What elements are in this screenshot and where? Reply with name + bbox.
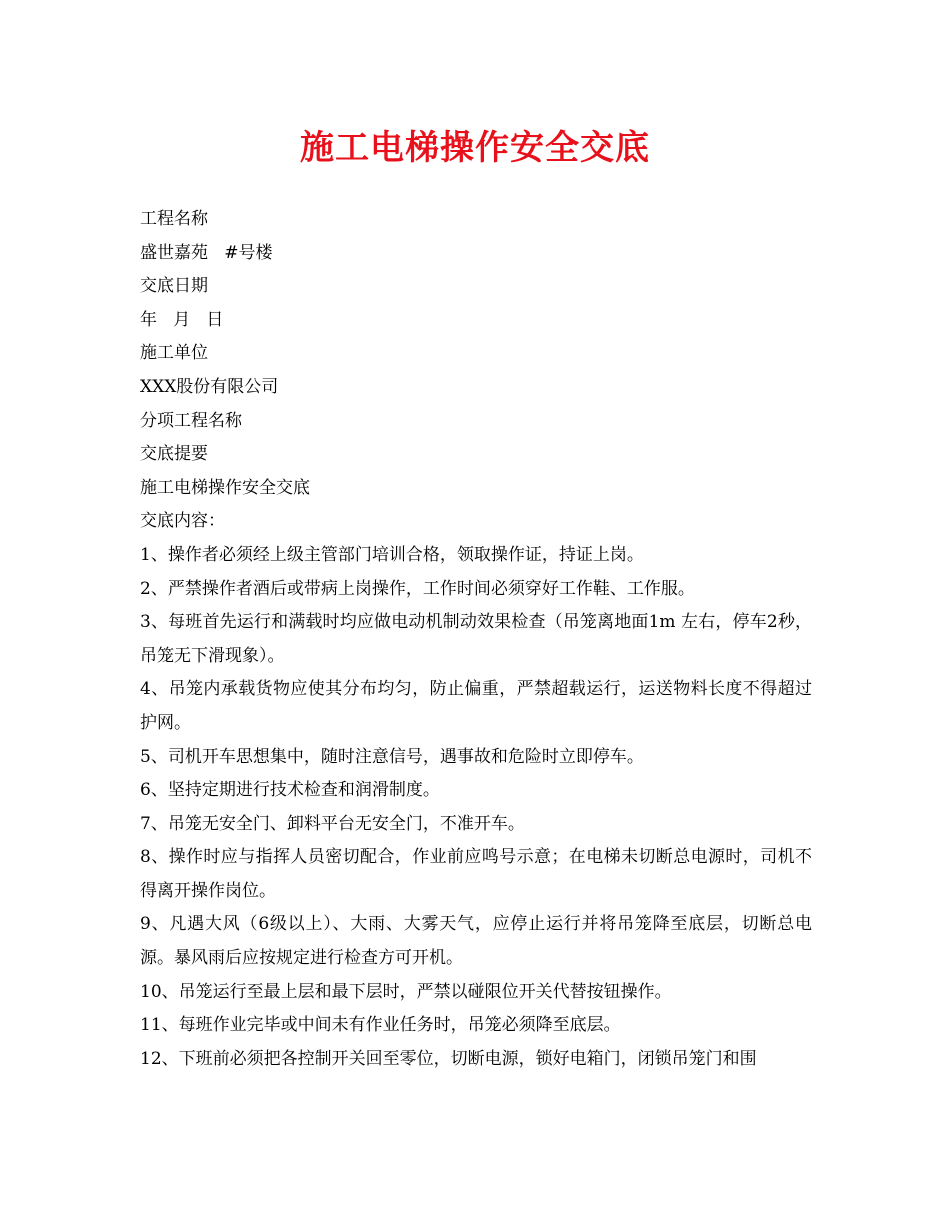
list-item: 12、下班前必须把各控制开关回至零位，切断电源，锁好电箱门，闭锁吊笼门和围 [140, 1048, 757, 1069]
list-item: 5、司机开车思想集中，随时注意信号，遇事故和危险时立即停车。 [140, 746, 644, 767]
field-company-value: XXX股份有限公司 [140, 376, 279, 397]
list-item: 11、每班作业完毕或中间未有作业任务时，吊笼必须降至底层。 [140, 1015, 621, 1036]
field-summary-value: 施工电梯操作安全交底 [140, 477, 310, 498]
list-item: 4、吊笼内承载货物应使其分布均匀，防止偏重，严禁超载运行，运送物料长度不得超过护网。 [140, 679, 812, 733]
list-item: 1、操作者必须经上级主管部门培训合格，领取操作证，持证上岗。 [140, 544, 644, 565]
list-item: 7、吊笼无安全门、卸料平台无安全门，不准开车。 [140, 813, 525, 834]
document-title: 施工电梯操作安全交底 [300, 128, 650, 168]
field-date-value: 年 月 日 [140, 309, 224, 330]
document-body [140, 203, 812, 1076]
list-item: 6、坚持定期进行技术检查和润滑制度。 [140, 780, 440, 801]
field-content-label: 交底内容： [140, 511, 225, 532]
field-date-label: 交底日期 [140, 276, 208, 297]
list-item: 9、凡遇大风（6级以上）、大雨、大雾天气，应停止运行并将吊笼降至底层，切断总电源。暴风雨后应按规定进行检查方可开机。 [140, 914, 812, 969]
list-item: 10、吊笼运行至最上层和最下层时，严禁以碰限位开关代替按钮操作。 [140, 981, 672, 1002]
list-item: 8、操作时应与指挥人员密切配合，作业前应鸣号示意；在电梯未切断总电源时，司机不得离开操作岗位。 [140, 847, 812, 901]
field-company-label: 施工单位 [140, 343, 208, 364]
field-project-name-label: 工程名称 [140, 209, 208, 229]
field-summary-label: 交底提要 [140, 444, 208, 465]
list-item: 3、每班首先运行和满载时均应做电动机制动效果检查（吊笼离地面1m 左右，停车2秒，吊笼无下滑现象）。 [140, 612, 812, 666]
field-project-name-value: 盛世嘉苑 #号楼 [140, 242, 273, 263]
list-item: 2、严禁操作者酒后或带病上岗操作，工作时间必须穿好工作鞋、工作服。 [140, 578, 695, 599]
field-subproject-label: 分项工程名称 [140, 410, 242, 431]
